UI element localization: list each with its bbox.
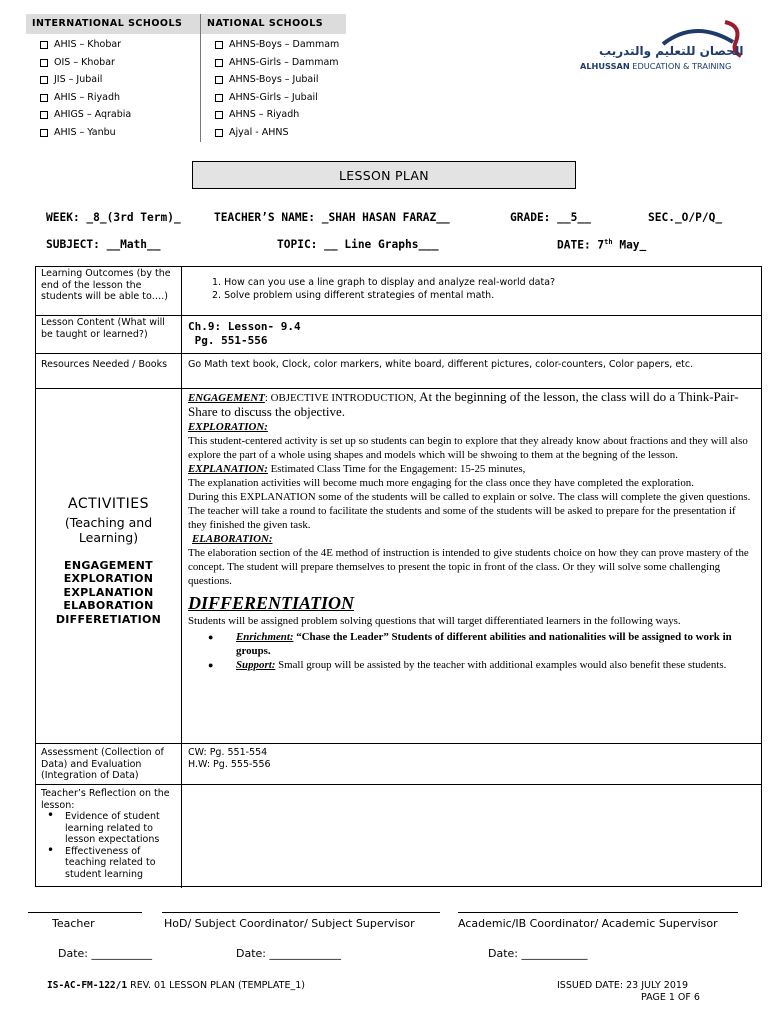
week-field: WEEK: _8_(3rd Term)_ xyxy=(46,211,181,224)
academic-signature-label: Academic/IB Coordinator/ Academic Supervisor xyxy=(458,917,718,930)
content-row xyxy=(36,316,761,354)
checkbox-icon[interactable] xyxy=(40,41,48,49)
teacher-name-field: TEACHER’S NAME: _SHAH HASAN FARAZ__ xyxy=(214,211,450,224)
academic-signature-line xyxy=(458,912,738,913)
content-label: Lesson Content (What will be taught or learned?) xyxy=(36,316,182,353)
teacher-signature-line xyxy=(28,912,142,913)
school-option[interactable]: AHNS-Girls – Jubail xyxy=(215,92,346,110)
form-code: IS-AC-FM-122/1 REV. 01 LESSON PLAN (TEMPLATE_1) xyxy=(47,980,305,991)
assessment-cell: CW: Pg. 551-554 H.W: Pg. 555-556 xyxy=(188,747,271,770)
school-option[interactable]: OIS – Khobar xyxy=(40,57,200,75)
national-schools-header: NATIONAL SCHOOLS xyxy=(201,14,346,34)
school-option[interactable]: Ajyal - AHNS xyxy=(215,127,346,145)
grade-field: GRADE: __5__ xyxy=(510,211,591,224)
resources-label: Resources Needed / Books xyxy=(36,354,182,388)
page-title: LESSON PLAN xyxy=(192,161,576,189)
school-option[interactable]: AHNS-Boys – Jubail xyxy=(215,74,346,92)
resources-row xyxy=(36,354,761,389)
differentiation-heading: DIFFERENTIATION xyxy=(188,593,355,613)
checkbox-icon[interactable] xyxy=(40,59,48,67)
checkbox-icon[interactable] xyxy=(215,41,223,49)
reflection-row xyxy=(36,785,761,888)
explanation-text-2: During this EXPLANATION some of the students will be called to explain or solve. The class will complete the given questions. The teacher will take a round to facilitate the students and some of the students will be asked to prepare for the presentation if they finished the given task. xyxy=(188,491,751,531)
school-option[interactable]: AHNS-Boys – Dammam xyxy=(215,39,346,57)
page-number: PAGE 1 OF 6 xyxy=(641,992,700,1003)
subject-field: SUBJECT: __Math__ xyxy=(46,238,161,251)
exploration-heading: EXPLORATION: xyxy=(188,421,268,433)
national-schools-list xyxy=(201,34,346,144)
school-option[interactable]: JIS – Jubail xyxy=(40,74,200,92)
logo-english-text: ALHUSSAN EDUCATION & TRAINING xyxy=(580,61,732,71)
hod-signature-label: HoD/ Subject Coordinator/ Subject Supervisor xyxy=(164,917,415,930)
explanation-block: EXPLANATION: Estimated Class Time for the Engagement: 15-25 minutes, xyxy=(188,463,526,475)
date-field: DATE: 7th May_ xyxy=(557,238,647,252)
checkbox-icon[interactable] xyxy=(40,94,48,102)
teacher-date-field: Date: ___________ xyxy=(58,947,152,960)
school-option[interactable]: AHNS-Girls – Dammam xyxy=(215,57,346,75)
activities-title: ACTIVITIES xyxy=(68,496,149,512)
activities-label-cell xyxy=(36,389,182,743)
resources-cell: Go Math text book, Clock, color markers, white board, different pictures, color-counters, Color papers, etc. xyxy=(188,359,694,370)
checkbox-icon[interactable] xyxy=(215,59,223,67)
checkbox-icon[interactable] xyxy=(215,111,223,119)
outcomes-row xyxy=(36,267,761,316)
international-schools-list xyxy=(26,34,200,144)
school-option[interactable]: AHIS – Yanbu xyxy=(40,127,200,145)
international-schools-header: INTERNATIONAL SCHOOLS xyxy=(26,14,200,34)
checkbox-icon[interactable] xyxy=(215,94,223,102)
activities-row xyxy=(36,389,761,744)
schools-table xyxy=(26,14,346,142)
school-option[interactable]: AHIGS – Aqrabia xyxy=(40,109,200,127)
hod-date-field: Date: _____________ xyxy=(236,947,341,960)
checkbox-icon[interactable] xyxy=(40,76,48,84)
checkbox-icon[interactable] xyxy=(40,111,48,119)
lesson-plan-table xyxy=(35,266,762,887)
logo-arabic-text: الحصان للتعليم والتدريب xyxy=(599,44,744,58)
exploration-text: This student-centered activity is set up so students can begin to explore that they already know about fractions and they will also explore the part of a whole using shapes and models which will be shwoing to them at the begning of the lesson. xyxy=(188,435,748,461)
engagement-block: ENGAGEMENT: OBJECTIVE INTRODUCTION, At the beginning of the lesson, the class will do a Think-Pair-Share to discuss the objective. xyxy=(188,389,739,419)
international-schools-column xyxy=(26,14,200,142)
section-field: SEC._O/P/Q_ xyxy=(648,211,723,224)
hod-signature-line xyxy=(162,912,440,913)
checkbox-icon[interactable] xyxy=(215,129,223,137)
reflection-label-cell xyxy=(36,785,182,888)
school-option[interactable]: AHIS – Khobar xyxy=(40,39,200,57)
activities-subtitle: (Teaching and Learning) xyxy=(64,514,153,545)
assessment-label: Assessment (Collection of Data) and Evaluation (Integration of Data) xyxy=(36,744,182,784)
assessment-row xyxy=(36,744,761,785)
academic-date-field: Date: ____________ xyxy=(488,947,588,960)
reflection-label: Teacher’s Reflection on the lesson: xyxy=(41,788,170,811)
elaboration-heading: ELABORATION: xyxy=(192,533,273,545)
activities-phase-list: ENGAGEMENT EXPLORATION EXPLANATION ELABORATION DIFFERETIATION xyxy=(55,558,162,626)
issued-date: ISSUED DATE: 23 JULY 2019 xyxy=(557,980,688,991)
differentiation-text: Students will be assigned problem solving questions that will target differentiated learners in the following ways. xyxy=(188,615,681,627)
reflection-list: • Evidence of student learning related to lesson expectations • Effectiveness of teaching related to student learning xyxy=(41,811,176,880)
checkbox-icon[interactable] xyxy=(40,129,48,137)
explanation-text: The explanation activities will become much more engaging for the class once they have completed the exploration. xyxy=(188,477,694,489)
content-cell: Ch.9: Lesson- 9.4 Pg. 551-556 xyxy=(188,320,301,347)
enrichment-item: ● Enrichment: “Chase the Leader” Students of different abilities and nationalities will be assigned to work in groups. xyxy=(188,630,755,658)
outcomes-label: Learning Outcomes (by the end of the lesson the students will be able to….) xyxy=(36,267,182,315)
topic-field: TOPIC: __ Line Graphs___ xyxy=(277,238,439,251)
reflection-cell[interactable] xyxy=(182,785,761,888)
checkbox-icon[interactable] xyxy=(215,76,223,84)
elaboration-text: The elaboration section of the 4E method of instruction is intended to give students choice on how they can prove mastery of the concept. The student will prepare themselves to present the topic in front of the class. Or they will solve some challenging questions. xyxy=(188,547,749,587)
teacher-signature-label: Teacher xyxy=(52,917,95,930)
national-schools-column xyxy=(200,14,346,142)
school-option[interactable]: AHNS – Riyadh xyxy=(215,109,346,127)
activities-cell xyxy=(182,389,761,743)
alhussan-logo xyxy=(575,14,745,74)
support-item: ● Support: Small group will be assisted by the teacher with additional examples would also benefit these students. xyxy=(188,658,755,672)
school-option[interactable]: AHIS – Riyadh xyxy=(40,92,200,110)
outcomes-cell: 1. How can you use a line graph to display and analyze real-world data? 2. Solve problem using different strategies of mental math. xyxy=(212,277,556,301)
